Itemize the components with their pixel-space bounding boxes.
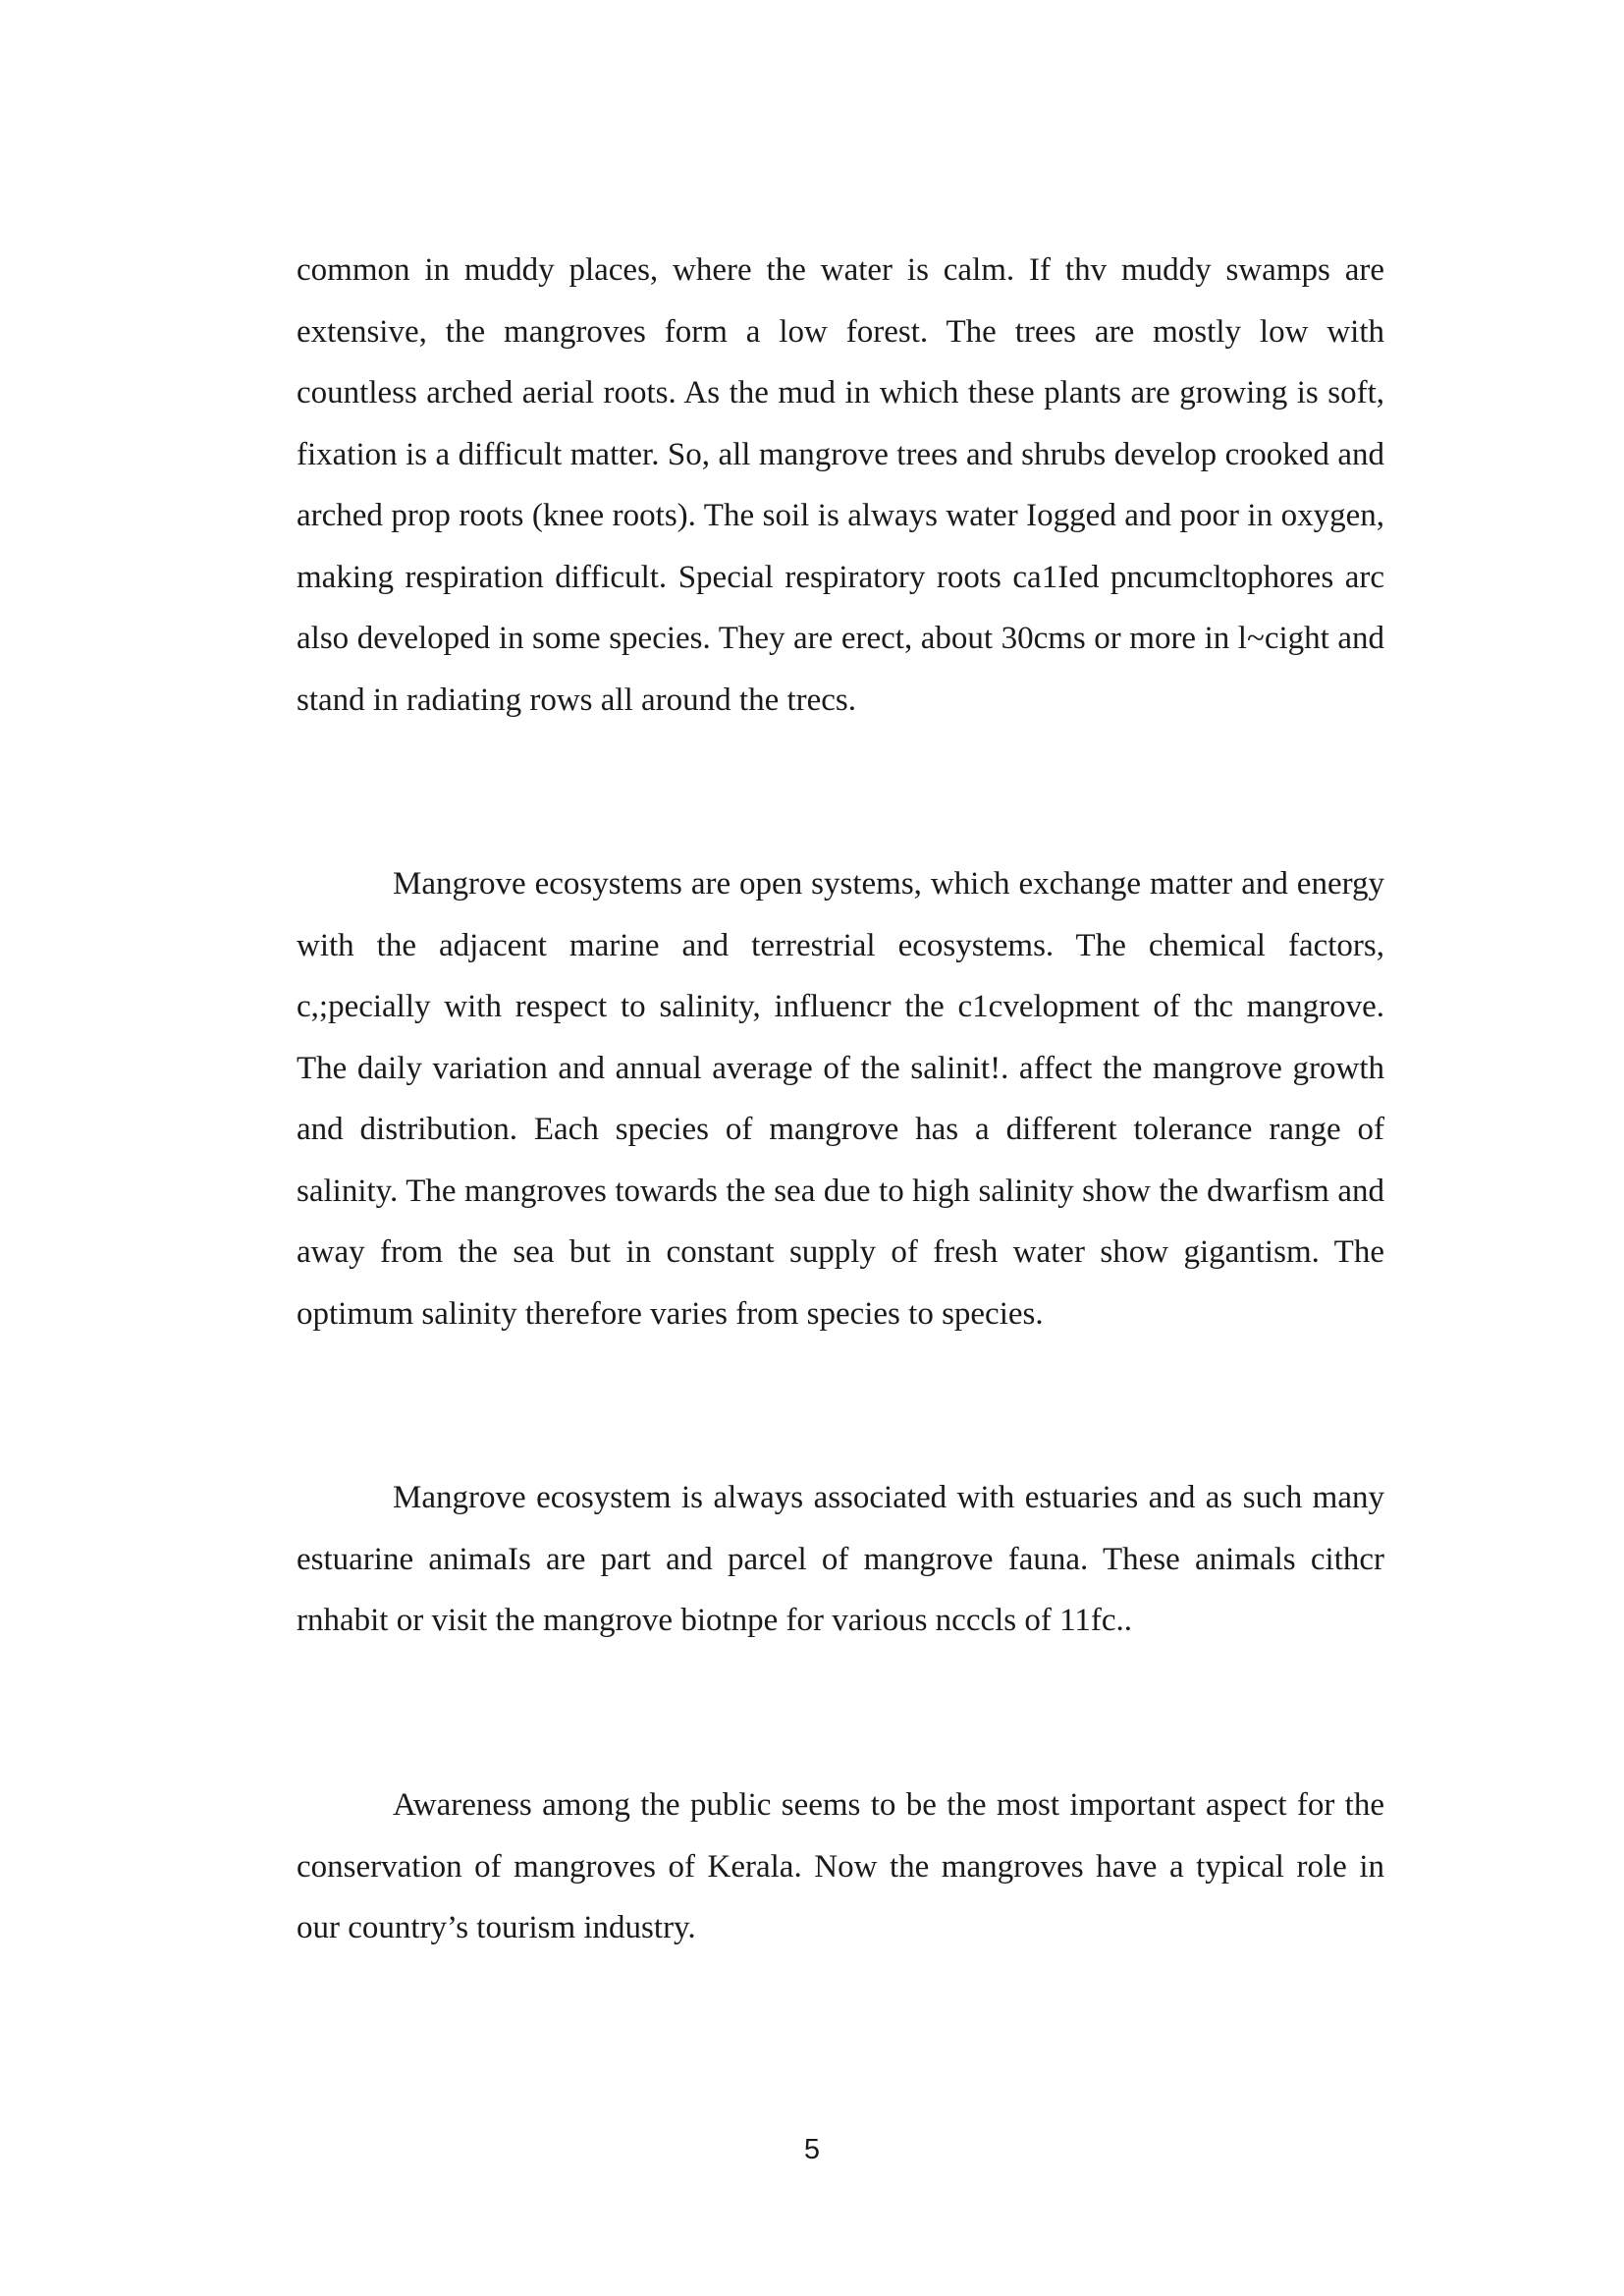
paragraph-mangrove-fauna: Mangrove ecosystem is always associated with estuaries and as such many estuarine animaIs are part and parcel of mangrove fauna. These animals cithcr rnhabit or visit the mangrove biotnpe for various ncccls of 11fc.. bbox=[297, 1480, 1384, 1638]
paragraph-mangrove-roots: common in muddy places, where the water is calm. If thv muddy swamps are extensive, the mangroves form a low forest. The trees are mostly low with countless arched aerial roots. As the mud in which these plants are growing is soft, fixation is a difficult matter. So, all mangrove trees and shrubs develop crooked and arched prop roots (knee roots). The soil is always water Iogged and poor in oxygen, making respiration difficult. Special respiratory roots ca1Ied pncumcltophores arc also developed in some species. They are erect, about 30cms or more in l~cight and stand in radiating rows all around the trecs. bbox=[297, 252, 1384, 718]
paragraph-mangrove-ecosystems: Mangrove ecosystems are open systems, which exchange matter and energy with the adjacent marine and terrestrial ecosystems. The chemical factors, c,;pecially with respect to salinity, influencr the c1cvelopment of thc mangrove. The daily variation and annual average of the salinit!. affect the mangrove growth and distribution. Each species of mangrove has a different tolerance range of salinity. The mangroves towards the sea due to high salinity show the dwarfism and away from the sea but in constant supply of fresh water show gigantism. The optimum salinity therefore varies from species to species. bbox=[297, 866, 1384, 1332]
page-number: 5 bbox=[803, 2134, 821, 2165]
paragraph-awareness: Awareness among the public seems to be the most important aspect for the conservation of mangroves of Kerala. Now the mangroves have a typical role in our country’s tourism industry. bbox=[297, 1787, 1384, 1945]
